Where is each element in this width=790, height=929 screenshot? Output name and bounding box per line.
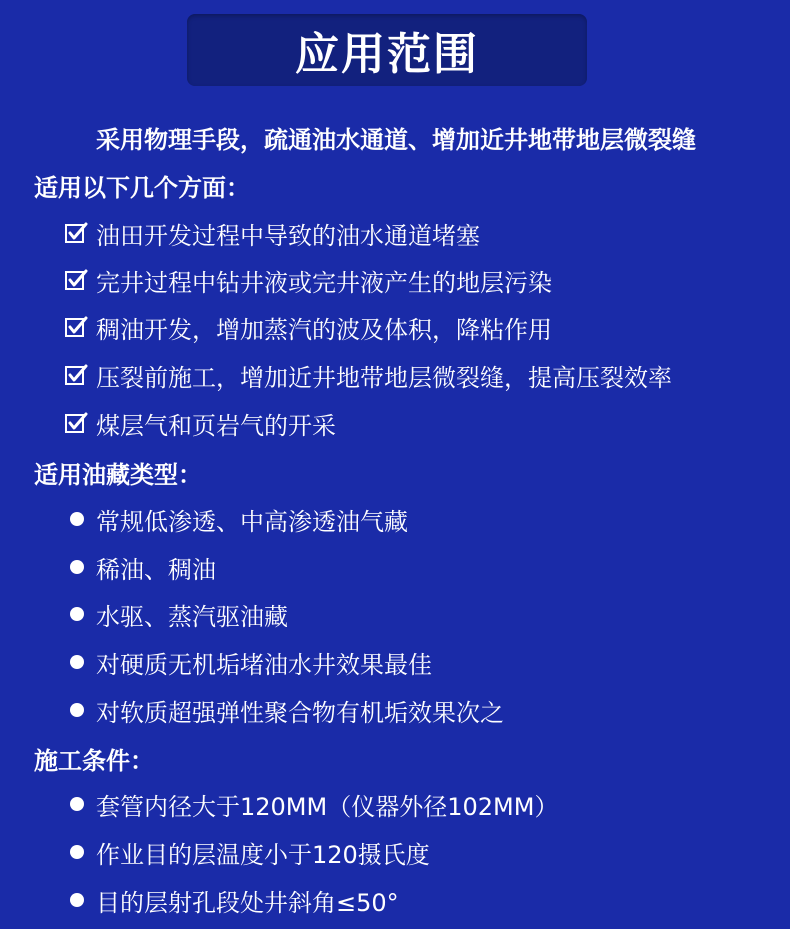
list-item (64, 263, 552, 297)
list-item-label: 对软质超强弹性聚合物有机垢效果次之 (96, 698, 504, 727)
bullet-dot-icon (70, 703, 84, 717)
bullet-dot-icon (70, 797, 84, 811)
list-item-label: 完井过程中钻井液或完井液产生的地层污染 (96, 268, 552, 297)
checkbox-checked-icon (64, 363, 88, 387)
bullet-dot-icon (70, 893, 84, 907)
intro-text: 采用物理手段，疏通油水通道、增加近井地带地层微裂缝 (96, 126, 696, 154)
list-item-label: 目的层射孔段处井斜角≤50° (96, 888, 399, 917)
bullet-dot-icon (70, 560, 84, 574)
list-item-label: 油田开发过程中导致的油水通道堵塞 (96, 221, 480, 250)
list-item (64, 216, 480, 250)
list-item-label: 煤层气和页岩气的开采 (96, 411, 336, 440)
list-item-label: 常规低渗透、中高渗透油气藏 (96, 507, 408, 536)
section-heading-applications: 适用以下几个方面： (34, 174, 250, 202)
section-heading-construction-conditions: 施工条件： (34, 747, 154, 775)
list-item-label: 稠油开发，增加蒸汽的波及体积，降粘作用 (96, 315, 552, 344)
list-item-label: 套管内径大于120MM（仪器外径102MM） (96, 792, 559, 821)
checkbox-checked-icon (64, 411, 88, 435)
title-banner (187, 14, 587, 86)
checkbox-checked-icon (64, 315, 88, 339)
list-item-label: 稀油、稠油 (96, 555, 216, 584)
section-heading-reservoir-types: 适用油藏类型： (34, 461, 202, 489)
list-item (64, 883, 399, 917)
list-item (64, 550, 216, 584)
list-item (64, 358, 672, 392)
list-item-label: 压裂前施工，增加近井地带地层微裂缝，提高压裂效率 (96, 363, 672, 392)
list-item (64, 406, 336, 440)
list-item-label: 对硬质无机垢堵油水井效果最佳 (96, 650, 432, 679)
list-item-label: 水驱、蒸汽驱油藏 (96, 602, 288, 631)
list-item-label: 作业目的层温度小于120摄氏度 (96, 840, 430, 869)
list-item (64, 693, 504, 727)
list-item (64, 502, 408, 536)
list-item (64, 597, 288, 631)
list-item (64, 645, 432, 679)
bullet-dot-icon (70, 607, 84, 621)
list-item (64, 310, 552, 344)
bullet-dot-icon (70, 655, 84, 669)
page-title: 应用范围 (295, 29, 479, 80)
checkbox-checked-icon (64, 268, 88, 292)
list-item (64, 787, 558, 821)
bullet-dot-icon (70, 845, 84, 859)
bullet-dot-icon (70, 512, 84, 526)
list-item (64, 835, 430, 869)
checkbox-checked-icon (64, 221, 88, 245)
